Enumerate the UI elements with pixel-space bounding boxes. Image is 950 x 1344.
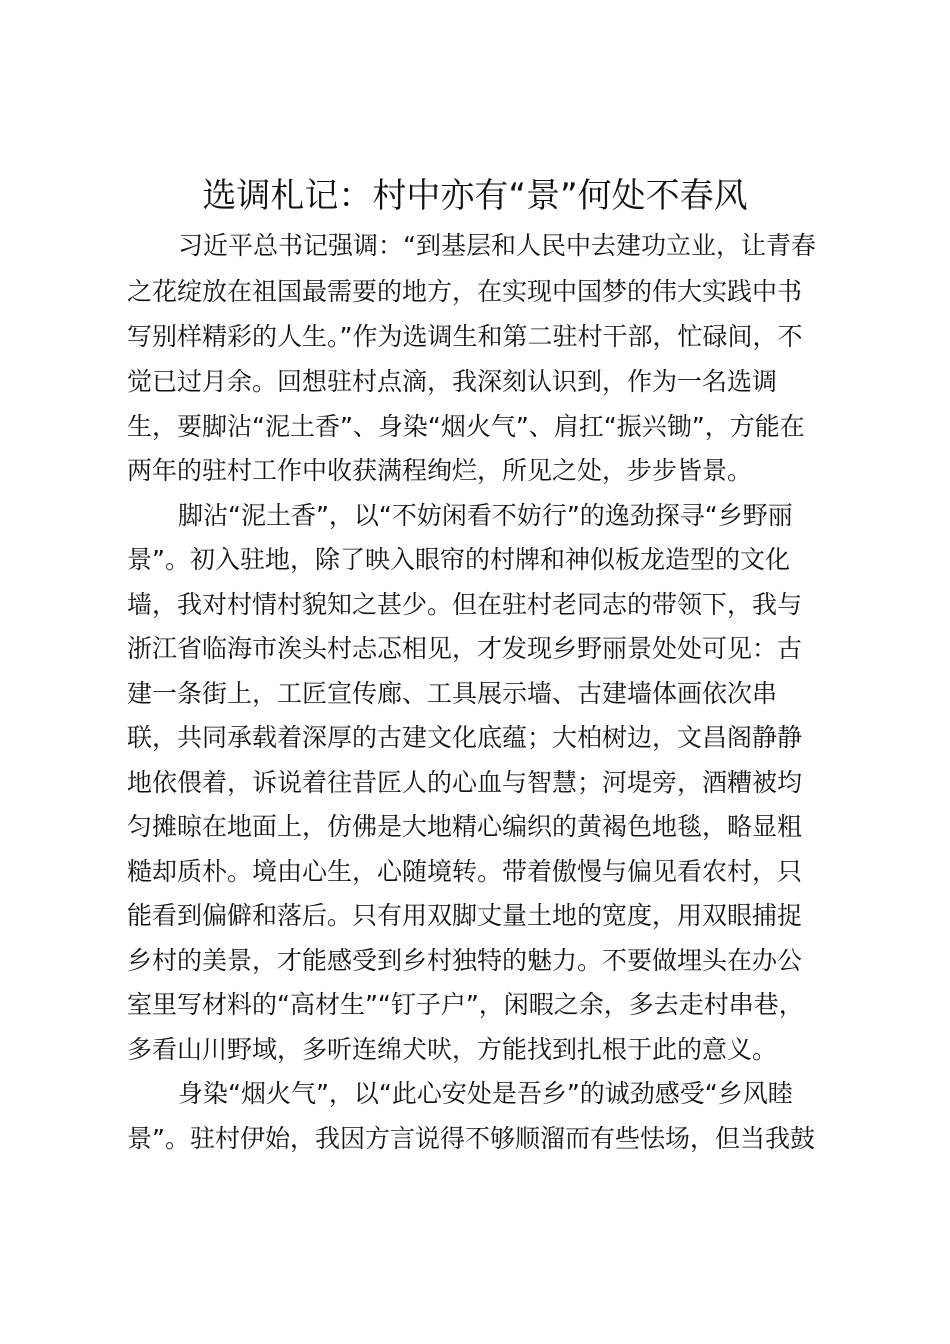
paragraph-line: 身染“烟火气”，以“此心安处是吾乡”的诚劲感受“乡风睦 (178, 1079, 793, 1108)
paragraph-line: 脚沾“泥土香”，以“不妨闲看不妨行”的逸劲探寻“乡野丽 (178, 501, 793, 530)
paragraph-line: 写别样精彩的人生。”作为选调生和第二驻村干部，忙碌间，不 (127, 322, 803, 351)
paragraph-line: 乡村的美景，才能感受到乡村独特的魅力。不要做埋头在办公 (127, 946, 803, 975)
paragraph-line: 浙江省临海市涘头村忐忑相见，才发现乡野丽景处处可见：古 (127, 634, 803, 663)
paragraph-line: 室里写材料的“高材生”“钉子户”，闲暇之余，多去走村串巷， (127, 990, 804, 1019)
document-title: 选调札记：村中亦有“景”何处不春风 (202, 176, 748, 216)
paragraph-line: 墙，我对村情村貌知之甚少。但在驻村老同志的带领下，我与 (127, 590, 803, 619)
paragraph-line: 地依偎着，诉说着往昔匠人的心血与智慧；河堤旁，酒糟被均 (127, 768, 803, 797)
paragraph-line: 觉已过月余。回想驻村点滴，我深刻认识到，作为一名选调 (127, 367, 778, 396)
paragraph-line: 之花绽放在祖国最需要的地方，在实现中国梦的伟大实践中书 (127, 277, 803, 306)
paragraph-line: 两年的驻村工作中收获满程绚烂，所见之处，步步皆景。 (127, 456, 753, 485)
paragraph-line: 联，共同承载着深厚的古建文化底蕴；大柏树边，文昌阁静静 (127, 723, 803, 752)
paragraph-line: 生，要脚沾“泥土香”、身染“烟火气”、肩扛“振兴锄”，方能在 (127, 412, 805, 441)
paragraph-line: 匀摊晾在地面上，仿佛是大地精心编织的黄褐色地毯，略显粗 (127, 812, 803, 841)
paragraph-line: 景”。驻村伊始，我因方言说得不够顺溜而有些怯场，但当我鼓 (127, 1124, 815, 1153)
paragraph-line: 景”。初入驻地，除了映入眼帘的村牌和神似板龙造型的文化 (127, 545, 790, 574)
paragraph-line: 多看山川野域，多听连绵犬吠，方能找到扎根于此的意义。 (127, 1035, 778, 1064)
paragraph-line: 能看到偏僻和落后。只有用双脚丈量土地的宽度，用双眼捕捉 (127, 901, 803, 930)
paragraph-line: 习近平总书记强调：“到基层和人民中去建功立业，让青春 (178, 231, 816, 260)
paragraph-line: 糙却质朴。境由心生，心随境转。带着傲慢与偏见看农村，只 (127, 857, 803, 886)
paragraph-line: 建一条街上，工匠宣传廊、工具展示墙、古建墙体画依次串 (127, 679, 778, 708)
